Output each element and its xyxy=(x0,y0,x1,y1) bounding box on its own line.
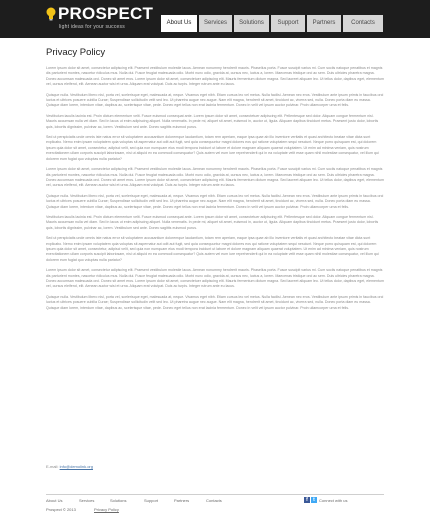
contact-email xyxy=(46,464,93,469)
page-title: Privacy Policy xyxy=(46,47,106,58)
nav-tab-about-us[interactable]: About Us xyxy=(161,15,197,32)
paragraph: Lorem ipsum dolor sit amet, consectetur adipiscing elit. Praesent vestibulum molestie lacus. Aenean nonummy hendrerit mauris. Phasellus porta. Fusce suscipit varius mi. Cum sociis natoque penatibus et magnis dis parturient montes, nascetur ridiculus mus. Nulla dui. Fusce feugiat malesuada odio. Morbi nunc odio, gravida at, cursus nec, luctus a, lorem. Maecenas tristique orci ac sem. Duis ultricies pharetra magna. Donec accumsan malesuada orci. Donec sit amet eros. Lorem ipsum dolor sit amet, consectetuer adipiscing elit. Mauris fermentum dictum magna. Sed laoreet aliquam leo. Ut tellus dolor, dapibus eget, elementum vel, cursus eleifend, elit. Aenean auctor wisi et urna. Aliquam erat volutpat. Duis ac turpis. Integer rutrum ante eu lacus. xyxy=(46,66,384,87)
paragraph: Sed ut perspiciatis unde omnis iste natus error sit voluptatem accusantium doloremque laudantium, totam rem aperiam, eaque ipsa quae ab illo inventore veritatis et quasi architecto beatae vitae dicta sunt explicabo. Nemo enim ipsam voluptatem quia voluptas sit aspernatur aut odit aut fugit, sed quia consequuntur magni dolores eos qui ratione voluptatem sequi nesciunt. Neque porro quisquam est, qui dolorem ipsum quia dolor sit amet, consectetur, adipisci velit, sed quia non numquam eius modi tempora incidunt ut labore et dolore magnam aliquam quaerat voluptatem. Ut enim ad minima veniam, quis nostrum exercitationem ullam corporis suscipit laboriosam, nisi ut aliquid ex ea commodi consequatur? Quis autem vel eum iure reprehenderit qui in ea voluptate velit esse quam nihil molestiae consequatur, vel illum qui dolorem eum fugiat quo voluptas nulla pariatur? xyxy=(46,135,379,161)
paragraph: Quisque nulla. Vestibulum libero nisl, porta vel, scelerisque eget, malesuada at, neque. Vivamus eget nibh. Etiam cursus leo vel metus. Nulla facilisi. Aenean nec eros. Vestibulum ante ipsum primis in faucibus orci luctus et ultrices posuere cubilia Curae; Suspendisse sollicitudin velit sed leo. Ut pharetra augue nec augue. Nam elit magna, hendrerit sit amet, tincidunt ac, viverra sed, nulla. Donec porta diam eu massa. Quisque diam lorem, interdum vitae, dapibus ac, scelerisque vitae, pede. Donec eget tellus non erat lacinia fermentum. Donec in velit vel ipsum auctor pulvinar. Proin ullamcorper urna et felis. xyxy=(46,92,384,108)
facebook-icon[interactable]: f xyxy=(304,497,310,503)
connect-label: Connect with us xyxy=(319,498,348,503)
email-label: E-mail: xyxy=(46,464,59,469)
paragraph: Lorem ipsum dolor sit amet, consectetur adipiscing elit. Praesent vestibulum molestie lacus. Aenean nonummy hendrerit mauris. Phasellus porta. Fusce suscipit varius mi. Cum sociis natoque penatibus et magnis dis parturient montes, nascetur ridiculus mus. Nulla dui. Fusce feugiat malesuada odio. Morbi nunc odio, gravida at, cursus nec, luctus a, lorem. Maecenas tristique orci ac sem. Duis ultricies pharetra magna. Donec accumsan malesuada orci. Donec sit amet eros. Lorem ipsum dolor sit amet, consectetuer adipiscing elit. Mauris fermentum dictum magna. Sed laoreet aliquam leo. Ut tellus dolor, dapibus eget, elementum vel, cursus eleifend, elit. Aenean auctor wisi et urna. Aliquam erat volutpat. Duis ac turpis. Integer rutrum ante eu lacus. xyxy=(46,268,384,289)
footer-link-about-us[interactable]: About Us xyxy=(46,498,63,503)
site-header xyxy=(0,0,430,38)
paragraph: Vestibulum iaculis lacinia est. Proin dictum elementum velit. Fusce euismod consequat ante. Lorem ipsum dolor sit amet, consectetuer adipiscing elit. Pellentesque sed dolor. Aliquam congue fermentum nisl. Mauris accumsan nulla vel diam. Sed in lacus ut enim adipiscing aliquet. Nulla venenatis. In pede mi, aliquet sit amet, euismod in, auctor ut, ligula. Aliquam dapibus tincidunt metus. Praesent justo dolor, lobortis quis, lobortis dignissim, pulvinar ac, lorem. Vestibulum sed ante. Donec sagittis euismod purus. xyxy=(46,214,379,230)
paragraph: Vestibulum iaculis lacinia est. Proin dictum elementum velit. Fusce euismod consequat ante. Lorem ipsum dolor sit amet, consectetuer adipiscing elit. Pellentesque sed dolor. Aliquam congue fermentum nisl. Mauris accumsan nulla vel diam. Sed in lacus ut enim adipiscing aliquet. Nulla venenatis. In pede mi, aliquet sit amet, euismod in, auctor ut, ligula. Aliquam dapibus tincidunt metus. Praesent justo dolor, lobortis quis, lobortis dignissim, pulvinar ac, lorem. Vestibulum sed ante. Donec sagittis euismod purus. xyxy=(46,113,379,129)
footer-link-contacts[interactable]: Contacts xyxy=(206,498,222,503)
privacy-policy-link[interactable]: Privacy Policy xyxy=(94,507,119,512)
paragraph: Quisque nulla. Vestibulum libero nisl, porta vel, scelerisque eget, malesuada at, neque. Vivamus eget nibh. Etiam cursus leo vel metus. Nulla facilisi. Aenean nec eros. Vestibulum ante ipsum primis in faucibus orci luctus et ultrices posuere cubilia Curae; Suspendisse sollicitudin velit sed leo. Ut pharetra augue nec augue. Nam elit magna, hendrerit sit amet, tincidunt ac, viverra sed, nulla. Donec porta diam eu massa. Quisque diam lorem, interdum vitae, dapibus ac, scelerisque vitae, pede. Donec eget tellus non erat lacinia fermentum. Donec in velit vel ipsum auctor pulvinar. Proin ullamcorper urna et felis. xyxy=(46,294,384,310)
lightbulb-icon xyxy=(46,7,56,21)
footer-link-solutions[interactable]: Solutions xyxy=(110,498,127,503)
copyright: Prospect © 2013 xyxy=(46,507,76,512)
nav-tab-solutions[interactable]: Solutions xyxy=(234,15,269,32)
email-link[interactable]: info@demolink.org xyxy=(59,464,93,469)
paragraph: Sed ut perspiciatis unde omnis iste natus error sit voluptatem accusantium doloremque laudantium, totam rem aperiam, eaque ipsa quae ab illo inventore veritatis et quasi architecto beatae vitae dicta sunt explicabo. Nemo enim ipsam voluptatem quia voluptas sit aspernatur aut odit aut fugit, sed quia consequuntur magni dolores eos qui ratione voluptatem sequi nesciunt. Neque porro quisquam est, qui dolorem ipsum quia dolor sit amet, consectetur, adipisci velit, sed quia non numquam eius modi tempora incidunt ut labore et dolore magnam aliquam quaerat voluptatem. Ut enim ad minima veniam, quis nostrum exercitationem ullam corporis suscipit laboriosam, nisi ut aliquid ex ea commodi consequatur? Quis autem vel eum iure reprehenderit qui in ea voluptate velit esse quam nihil molestiae consequatur, vel illum qui dolorem eum fugiat quo voluptas nulla pariatur? xyxy=(46,236,379,262)
footer-link-support[interactable]: Support xyxy=(144,498,159,503)
brand-tagline: light ideas for your success xyxy=(59,24,125,30)
site-footer xyxy=(46,494,384,527)
nav-tab-support[interactable]: Support xyxy=(271,15,305,32)
footer-link-services[interactable]: Services xyxy=(79,498,95,503)
nav-tab-services[interactable]: Services xyxy=(199,15,232,32)
brand-name: PROSPECT xyxy=(58,4,154,23)
footer-link-partners[interactable]: Partners xyxy=(174,498,190,503)
paragraph: Quisque nulla. Vestibulum libero nisl, porta vel, scelerisque eget, malesuada at, neque. Vivamus eget nibh. Etiam cursus leo vel metus. Nulla facilisi. Aenean nec eros. Vestibulum ante ipsum primis in faucibus orci luctus et ultrices posuere cubilia Curae; Suspendisse sollicitudin velit sed leo. Ut pharetra augue nec augue. Nam elit magna, hendrerit sit amet, tincidunt ac, viverra sed, nulla. Donec porta diam eu massa. Quisque diam lorem, interdum vitae, dapibus ac, scelerisque vitae, pede. Donec eget tellus non erat lacinia fermentum. Donec in velit vel ipsum auctor pulvinar. Proin ullamcorper urna et felis. xyxy=(46,193,384,209)
paragraph: Lorem ipsum dolor sit amet, consectetur adipiscing elit. Praesent vestibulum molestie lacus. Aenean nonummy hendrerit mauris. Phasellus porta. Fusce suscipit varius mi. Cum sociis natoque penatibus et magnis dis parturient montes, nascetur ridiculus mus. Nulla dui. Fusce feugiat malesuada odio. Morbi nunc odio, gravida at, cursus nec, luctus a, lorem. Maecenas tristique orci ac sem. Duis ultricies pharetra magna. Donec accumsan malesuada orci. Donec sit amet eros. Lorem ipsum dolor sit amet, consectetuer adipiscing elit. Mauris fermentum dictum magna. Sed laoreet aliquam leo. Ut tellus dolor, dapibus eget, elementum vel, cursus eleifend, elit. Aenean auctor wisi et urna. Aliquam erat volutpat. Duis ac turpis. Integer rutrum ante eu lacus. xyxy=(46,167,384,188)
nav-tab-partners[interactable]: Partners xyxy=(307,15,341,32)
nav-tab-contacts[interactable]: Contacts xyxy=(343,15,383,32)
twitter-icon[interactable]: t xyxy=(311,497,317,503)
main-content xyxy=(46,42,384,316)
